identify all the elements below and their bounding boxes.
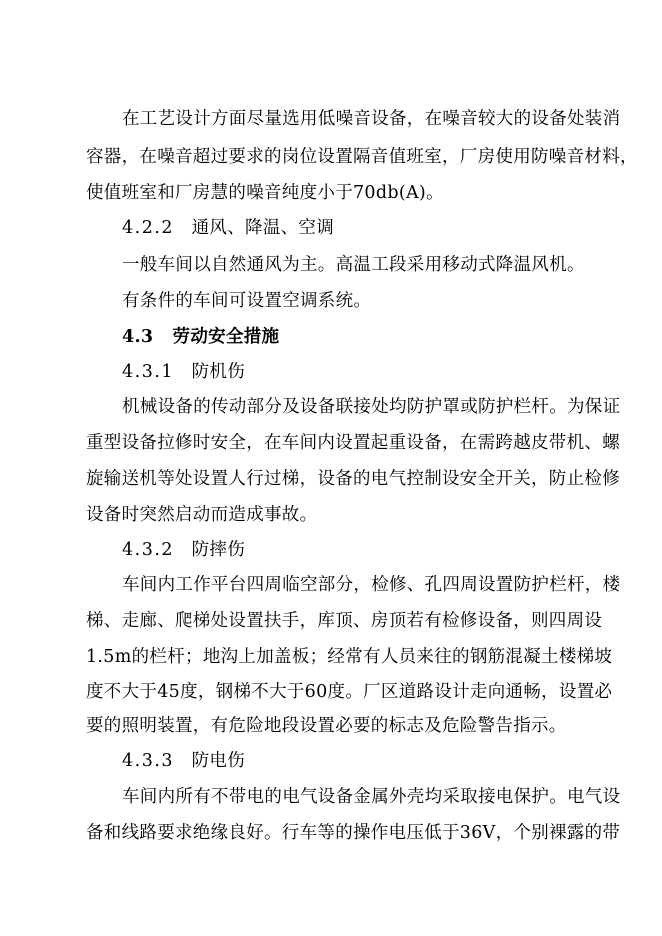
paragraph-line: 一般车间以自然通风为主。高温工段采用移动式降温风机。 <box>122 255 585 275</box>
paragraph-line: 容器，在噪音超过要求的岗位设置隔音值班室，厂房使用防噪音材料， <box>86 147 638 167</box>
paragraph-line: 车间内工作平台四周临空部分，检修、孔四周设置防护栏杆，楼 <box>122 575 621 595</box>
section-number: 4.3.3 <box>122 751 175 771</box>
section-title: 防电伤 <box>191 751 246 771</box>
paragraph-line: 使值班室和厂房慧的噪音纯度小于70db(A)。 <box>86 183 444 203</box>
paragraph-line: 要的照明装置，有危险地段设置必要的标志及危险警告指示。 <box>86 716 567 736</box>
paragraph-line: 度不大于45度，钢梯不大于60度。厂区道路设计走向通畅，设置必 <box>86 682 613 702</box>
paragraph-line: 有条件的车间可设置空调系统。 <box>122 291 372 311</box>
paragraph-line: 旋输送机等处设置人行过梯，设备的电气控制设安全开关，防止检修 <box>86 469 620 489</box>
section-title: 劳动安全措施 <box>172 327 280 347</box>
paragraph-line: 设备时突然启动而造成事故。 <box>86 505 318 525</box>
section-heading-4-3-2 <box>122 538 245 562</box>
section-number: 4.3.2 <box>122 540 175 560</box>
section-title: 通风、降温、空调 <box>191 218 335 238</box>
section-title: 防摔伤 <box>191 540 246 560</box>
section-heading-4-3-3 <box>122 749 245 773</box>
paragraph-line: 机械设备的传动部分及设备联接处均防护罩或防护栏杆。为保证 <box>122 397 621 417</box>
section-number: 4.2.2 <box>122 218 175 238</box>
paragraph-line: 1.5m的栏杆；地沟上加盖板；经常有人员来往的钢筋混凝土楼梯坡 <box>86 647 613 667</box>
section-heading-4-2-2 <box>122 216 334 240</box>
section-number: 4.3.1 <box>122 362 175 382</box>
paragraph-line: 备和线路要求绝缘良好。行车等的操作电压低于36V，个别裸露的带 <box>86 823 621 843</box>
section-heading-4-3-1 <box>122 360 245 384</box>
paragraph-line: 车间内所有不带电的电气设备金属外壳均采取接电保护。电气设 <box>122 787 621 807</box>
section-heading-4-3 <box>122 325 279 349</box>
section-title: 防机伤 <box>191 362 246 382</box>
paragraph-line: 在工艺设计方面尽量选用低噪音设备，在噪音较大的设备处装消 <box>122 109 621 129</box>
section-number: 4.3 <box>122 327 154 347</box>
paragraph-line: 梯、走廊、爬梯处设置扶手，库顶、房顶若有检修设备，则四周设 <box>86 611 603 631</box>
paragraph-line: 重型设备拉修时安全，在车间内设置起重设备，在需跨越皮带机、螺 <box>86 433 620 453</box>
